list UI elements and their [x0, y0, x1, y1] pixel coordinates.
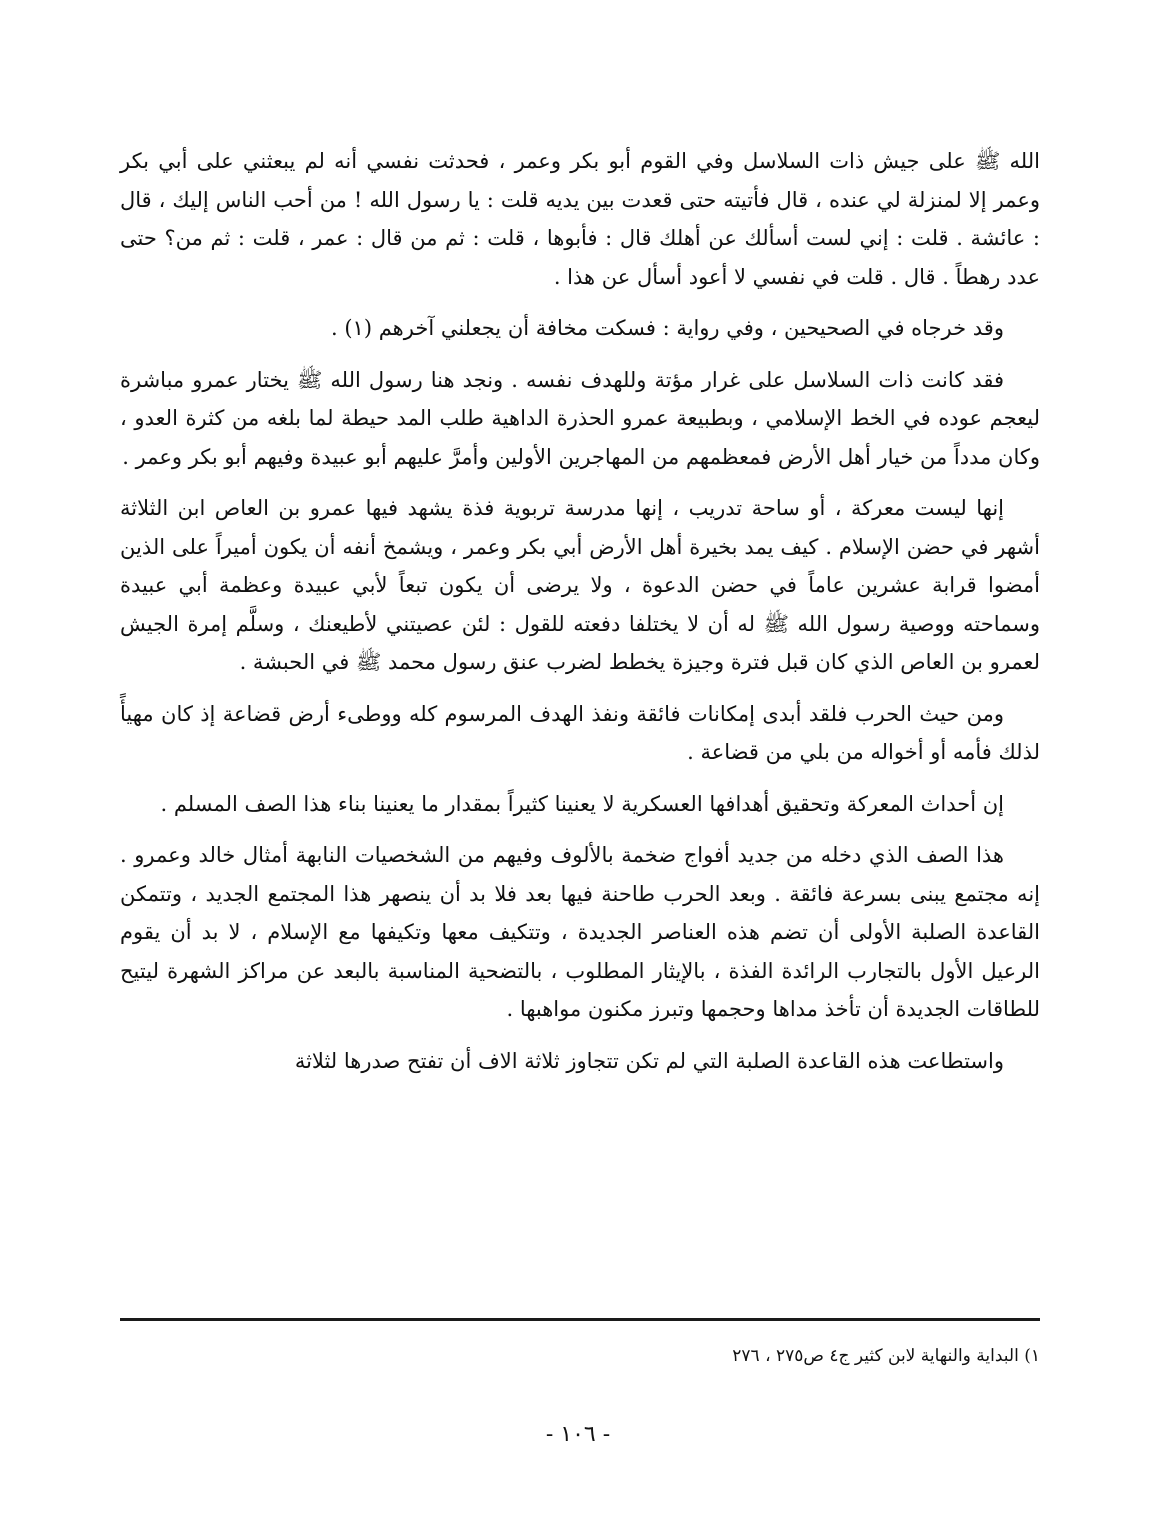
- paragraph: ومن حيث الحرب فلقد أبدى إمكانات فائقة ونفذ الهدف المرسوم كله ووطىء أرض قضاعة إذ كان مهيأً لذلك فأمه أو أخواله من بلي من قضاعة .: [120, 701, 1040, 764]
- paragraph: فقد كانت ذات السلاسل على غرار مؤتة وللهدف نفسه . ونجد هنا رسول الله ﷺ يختار عمرو مباشرة ليعجم عوده في الخط الإسلامي ، وبطبيعة عمرو الحذرة الداهية طلب المد حيطة لما بلغه من كثرة العدو ، وكان مدداً من خيار أهل الأرض فمعظمهم من المهاجرين الأولين وأمرَّ عليهم أبو عبيدة وفيهم أبو بكر وعمر .: [120, 367, 1040, 469]
- page-number: - ١٠٦ -: [545, 1422, 611, 1447]
- paragraph: واستطاعت هذه القاعدة الصلبة التي لم تكن تتجاوز ثلاثة الاف أن تفتح صدرها لثلاثة: [294, 1048, 1004, 1073]
- paragraph: الله ﷺ على جيش ذات السلاسل وفي القوم أبو بكر وعمر ، فحدثت نفسي أنه لم يبعثني على أبي بكر وعمر إلا لمنزلة لي عنده ، قال فأتيته حتى قعدت بين يديه قلت : يا رسول الله ! من أحب الناس إليك ، قال : عائشة . قلت : إني لست أسألك عن أهلك قال : فأبوها ، قلت : ثم من قال : عمر ، قلت : ثم من؟ حتى عدد رهطاً . قال . قلت في نفسي لا أعود أسأل عن هذا .: [120, 149, 1040, 289]
- paragraph: وقد خرجاه في الصحيحين ، وفي رواية : فسكت مخافة أن يجعلني آخرهم (١) .: [331, 316, 1004, 340]
- paragraph: هذا الصف الذي دخله من جديد أفواج ضخمة بالألوف وفيهم من الشخصيات النابهة أمثال خالد وعمرو . إنه مجتمع يبنى بسرعة فائقة . وبعد الحرب طاحنة فيها بعد فلا بد أن ينصهر هذا المجتمع الجديد ، وتتمكن القاعدة الصلبة الأولى أن تضم هذه العناصر الجديدة ، وتتكيف معها وتكيفها مع الإسلام ، لا بد أن يقوم الرعيل الأول بالتجارب الرائدة الفذة ، بالإيثار المطلوب ، بالتضحية المناسبة بالبعد عن مراكز الشهرة ليتيح للطاقات الجديدة أن تأخذ مداها وحجمها وتبرز مكنون مواهبها .: [120, 843, 1040, 1021]
- footnote: ١) البداية والنهاية لابن كثير ج٤ ص٢٧٥ ، ٢٧٦: [732, 1346, 1040, 1366]
- footnote-divider: [120, 1318, 1040, 1321]
- paragraph: إنها ليست معركة ، أو ساحة تدريب ، إنها مدرسة تربوية فذة يشهد فيها عمرو بن العاص ابن الثلاثة أشهر في حضن الإسلام . كيف يمد بخيرة أهل الأرض أبي بكر وعمر ، ويشمخ أنفه أن يكون أميراً على الذين أمضوا قرابة عشرين عاماً في حضن الدعوة ، ولا يرضى أن يكون تبعاً لأبي عبيدة وعظمة أبي عبيدة وسماحته ووصية رسول الله ﷺ له أن لا يختلفا دفعته للقول : لئن عصيتني لأطيعنك ، وسلَّم إمرة الجيش لعمرو بن العاص الذي كان قبل فترة وجيزة يخطط لضرب عنق رسول محمد ﷺ في الحبشة .: [120, 496, 1040, 674]
- main-text: [120, 142, 1040, 1093]
- paragraph: إن أحداث المعركة وتحقيق أهدافها العسكرية لا يعنينا كثيراً بمقدار ما يعنينا بناء هذا الصف المسلم .: [160, 791, 1004, 816]
